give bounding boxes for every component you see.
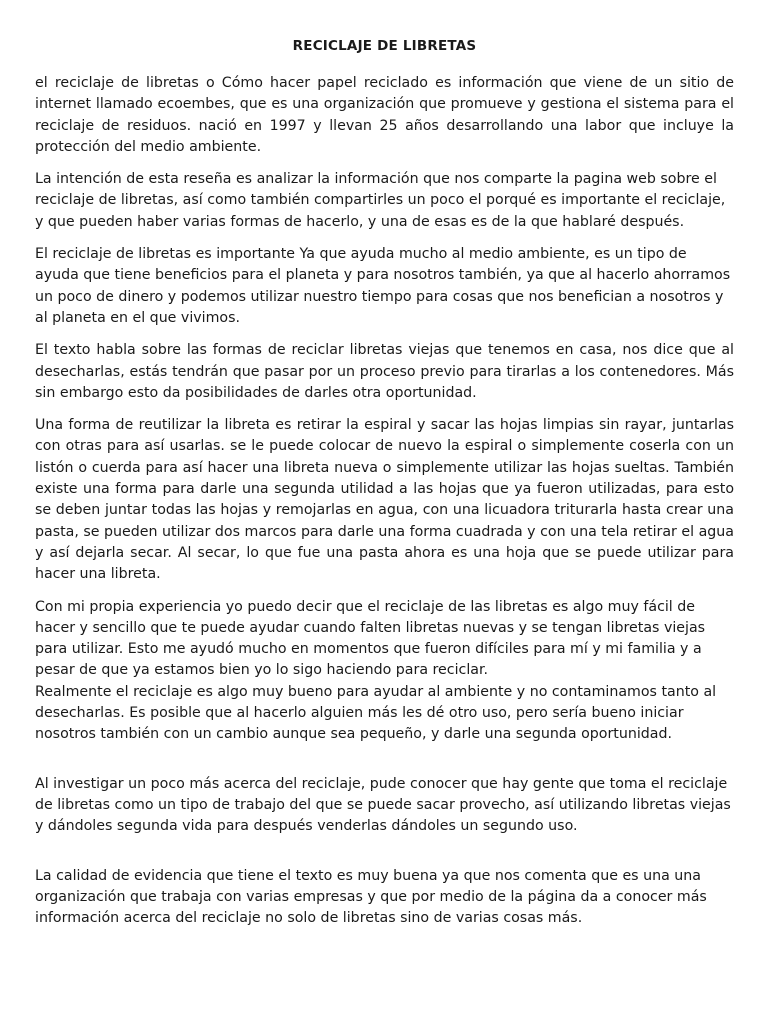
paragraph-text-summary: El texto habla sobre las formas de reciclar libretas viejas que tenemos en casa, nos dice que al desecharlas, estás tendrán que pasar por un proceso previo para tirarlas a los contenedores. Más sin embargo esto da posibilidades de darles otra oportunidad. bbox=[35, 342, 734, 401]
paragraph-research: Al investigar un poco más acerca del reciclaje, pude conocer que hay gente que toma el reciclaje de libretas como un tipo de trabajo del que se puede sacar provecho, así utilizando libretas viejas y dándoles segunda vida para después venderlas dándoles un segundo uso. bbox=[35, 775, 731, 835]
paragraph-experience: Con mi propia experiencia yo puedo decir que el reciclaje de las libretas es algo muy fácil de hacer y sencillo que te puede ayudar cuando falten libretas nuevas y se tengan libretas viejas para utilizar. Esto me ayudó mucho en momentos que fueron difíciles para mí y mi familia y a pesar de que ya estamos bien yo lo sigo haciendo para reciclar. bbox=[35, 598, 706, 679]
paragraph-reflection: Realmente el reciclaje es algo muy bueno para ayudar al ambiente y no contaminamos tanto al desecharlas. Es posible que al hacerlo alguien más les dé otro uso, pero sería bueno iniciar nosotros también con un cambio aunque sea pequeño, y darle una segunda oportunidad. bbox=[35, 683, 717, 743]
paragraph-reuse-methods: Una forma de reutilizar la libreta es retirar la espiral y sacar las hojas limpias sin rayar, juntarlas con otras para así usarlas. se le puede colocar de nuevo la espiral o simplemente coserla con un listón o cuerda para así hacer una libreta nueva o simplemente utilizar las hojas sueltas. También existe una forma para darle una segunda utilidad a las hojas que ya fueron utilizadas, para esto se deben juntar todas las hojas y remojarlas en agua, con una licuadora triturarla hasta crear una pasta, se pueden utilizar dos marcos para darle una forma cuadrada y con una tela retirar el agua y así dejarla secar. Al secar, lo que fue una pasta ahora es una hoja que se puede utilizar para hacer una libreta. bbox=[35, 417, 734, 583]
paragraph-purpose: La intención de esta reseña es analizar la información que nos comparte la pagina web sobre el reciclaje de libretas, así como también compartirles un poco el porqué es importante el reciclaje, y que pueden haber varias formas de hacerlo, y una de esas es de la que hablaré después. bbox=[35, 171, 726, 230]
paragraph-evidence-quality: La calidad de evidencia que tiene el texto es muy buena ya que nos comenta que es una una organización que trabaja con varias empresas y que por medio de la página da a conocer más información acerca del reciclaje no solo de libretas sino de varias cosas más. bbox=[35, 867, 707, 927]
document-title: RECICLAJE DE LIBRETAS bbox=[292, 38, 477, 54]
paragraph-intro: el reciclaje de libretas o Cómo hacer papel reciclado es información que viene de un sitio de internet llamado ecoembes, que es una organización que promueve y gestiona el sistema para el reciclaje de residuos. nació en 1997 y llevan 25 años desarrollando una labor que incluye la protección del medio ambiente. bbox=[35, 75, 734, 155]
paragraph-importance: El reciclaje de libretas es importante Ya que ayuda mucho al medio ambiente, es un tipo de ayuda que tiene beneficios para el planeta y para nosotros también, ya que al hacerlo ahorramos un poco de dinero y podemos utilizar nuestro tiempo para cosas que nos benefician a nosotros y al planeta en el que vivimos. bbox=[35, 246, 731, 326]
